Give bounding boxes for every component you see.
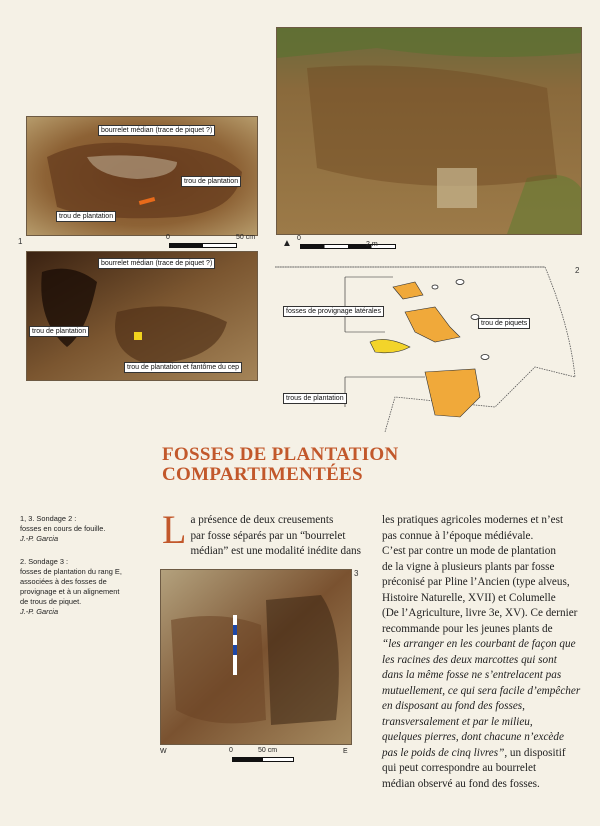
label-trou-right-1: trou de plantation — [181, 176, 241, 187]
scale-bar-1 — [169, 243, 237, 248]
caption-1-text: fosses en cours de fouille. — [20, 524, 106, 533]
scale-bar-3 — [232, 757, 294, 762]
scale-zero-2: 0 — [297, 235, 301, 242]
caption-2-text-3: provignage et à un alignement — [20, 587, 120, 596]
label-fosses-provignage: fosses de provignage latérales — [283, 306, 384, 317]
c3-line-quote-end — [382, 746, 587, 762]
plan-fosses — [275, 257, 580, 432]
label-bourrelet-1: bourrelet médian (trace de piquet ?) — [98, 125, 215, 136]
c3-quote-1: “les arranger en les courbant de façon que — [382, 638, 576, 650]
scale-bar-2 — [300, 244, 396, 249]
scale-end-2: 2 m — [366, 241, 378, 248]
label-trous-plantation: trous de plantation — [283, 393, 347, 404]
scale-zero-1: 0 — [166, 234, 170, 241]
caption-2 — [20, 557, 140, 617]
title-line-1: FOSSES DE PLANTATION — [162, 444, 399, 465]
scale-end-1: 50 cm — [236, 234, 256, 241]
dropcap: L — [162, 507, 187, 552]
photo-fosses-aerial — [276, 27, 582, 235]
c3-line-1: les pratiques agricoles modernes et n’est — [382, 514, 564, 526]
c3-quote-5: en disposant au fond des fosses, — [382, 700, 525, 712]
label-bourrelet-2: bourrelet médian (trace de piquet ?) — [98, 258, 215, 269]
c3-line-7: (De l’Agriculture, livre 3e, XV). Ce dernier — [382, 607, 578, 619]
title-line-2: COMPARTIMENTÉES — [162, 464, 363, 485]
intro-line-3: médian” est une modalité inédite dans — [190, 545, 361, 557]
caption-1 — [20, 514, 140, 544]
north-arrow-icon: ▲ — [282, 238, 292, 249]
c3-quote-8: pas le poids de cinq livres” — [382, 746, 505, 759]
east-label: E — [343, 748, 348, 755]
article-title — [162, 445, 462, 485]
c3-quote-6: transversalement et par le milieu, — [382, 715, 533, 728]
c3-line-10: qui peut correspondre au bourrelet — [382, 762, 537, 774]
label-trou-left-1: trou de plantation — [56, 211, 116, 222]
caption-1-credit: J.-P. Garcia — [20, 534, 59, 543]
c3-quote-4: mutuellement, ce qui sera facile d’empêcher — [382, 684, 581, 697]
caption-1-title: 1, 3. Sondage 2 : — [20, 514, 77, 523]
label-fantome-2: trou de plantation et fantôme du cep — [124, 362, 242, 373]
figure-number-1: 1 — [18, 237, 23, 246]
caption-2-credit: J.-P. Garcia — [20, 607, 59, 616]
c3-line-6: Histoire Naturelle, XVII) et Columelle — [382, 591, 556, 604]
figure-number-3: 3 — [354, 569, 359, 578]
article-intro — [162, 507, 372, 560]
caption-2-text-4: de trous de piquet. — [20, 597, 82, 606]
c3-line-11: médian observé au fond des fosses. — [382, 777, 540, 790]
article-column-3 — [382, 513, 587, 792]
intro-line-1: a présence de deux creusements — [190, 514, 334, 526]
intro-line-2: par fosse séparés par un “bourrelet — [190, 529, 346, 542]
c3-line-5: préconisé par Pline l’Ancien (type alveus, — [382, 576, 570, 588]
c3-line-8: recommande pour les jeunes plants de — [382, 622, 553, 635]
c3-line-2: pas connue à l’époque médiévale. — [382, 529, 534, 542]
west-label: W — [160, 748, 167, 755]
c3-quote-3: dans la même fosse ne s’entrelacent pas — [382, 669, 562, 681]
caption-2-text-1: fosses de plantation du rang E, — [20, 567, 122, 576]
c3-quote-7: quelques pierres, dont chacune n’excède — [382, 731, 564, 743]
label-trou-2: trou de plantation — [29, 326, 89, 337]
c3-line-3: C’est par contre un mode de plantation — [382, 545, 556, 557]
scale-end-3: 50 cm — [258, 747, 278, 754]
caption-2-title: 2. Sondage 3 : — [20, 557, 69, 566]
c3-line-9: , un dispositif — [504, 746, 566, 759]
label-trou-piquets: trou de piquets — [478, 318, 530, 329]
c3-quote-2: les racines des deux marcottes qui sont — [382, 653, 557, 666]
c3-line-4: de la vigne à plusieurs plants par fosse — [382, 560, 555, 573]
scale-zero-3: 0 — [229, 747, 233, 754]
photo-sondage-3 — [160, 569, 352, 745]
figure-number-2: 2 — [575, 266, 580, 275]
caption-2-text-2: associées à des fosses de — [20, 577, 107, 586]
